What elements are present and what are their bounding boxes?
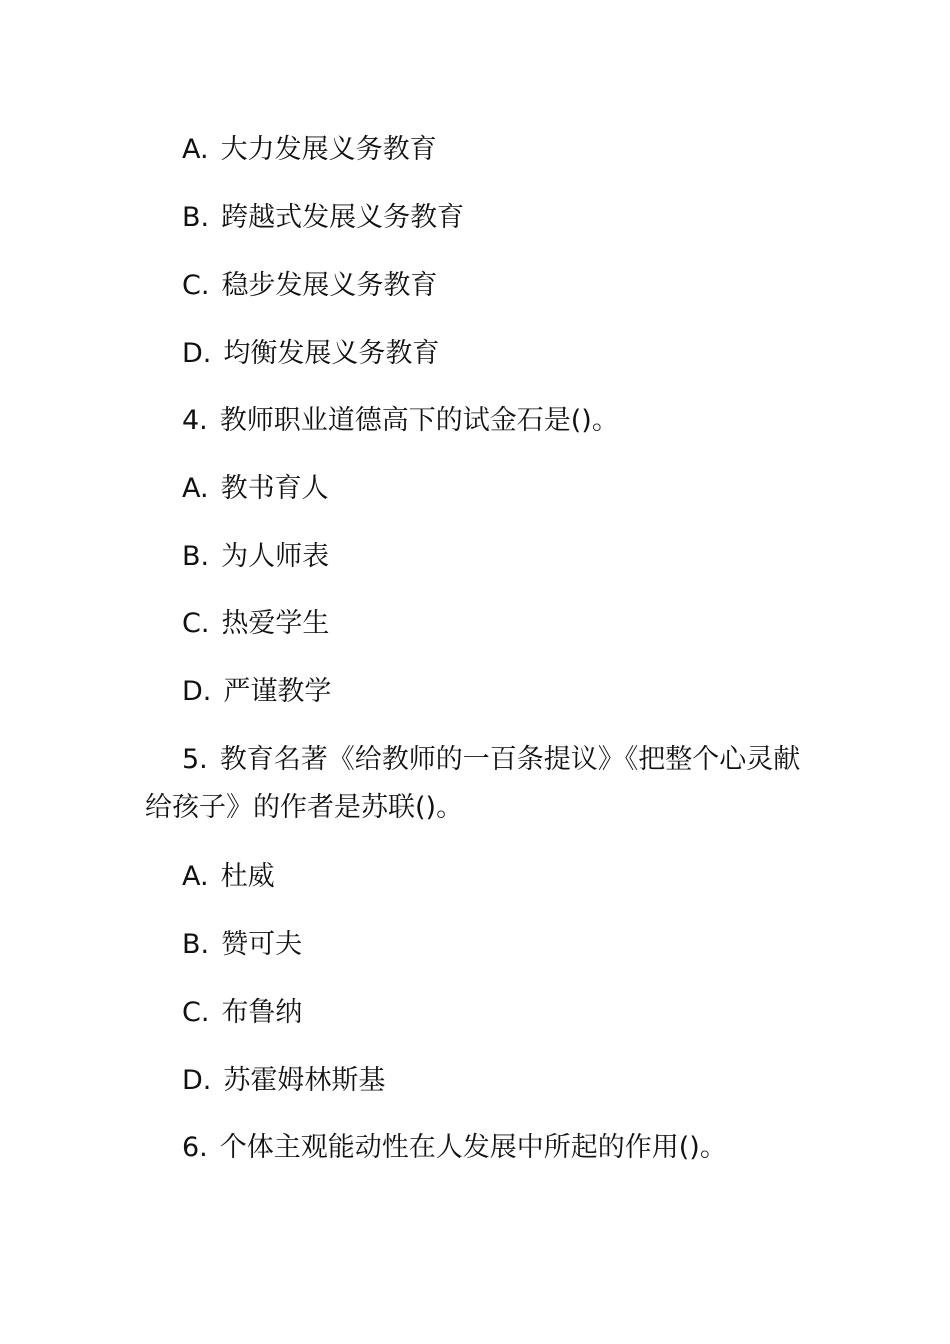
option-marker: C.	[182, 270, 210, 301]
option-text: 杜威	[220, 861, 275, 892]
question-number: 4.	[182, 405, 208, 436]
option-marker: D.	[182, 338, 212, 369]
q5-option-c	[182, 995, 302, 1031]
option-marker: B.	[182, 929, 210, 960]
option-marker: D.	[182, 676, 212, 707]
option-text: 教书育人	[220, 473, 329, 504]
question-number: 6.	[182, 1132, 208, 1163]
q4-option-b	[182, 539, 329, 575]
question-text: 个体主观能动性在人发展中所起的作用()。	[219, 1132, 727, 1163]
option-marker: C.	[182, 997, 210, 1028]
option-text: 大力发展义务教育	[220, 134, 437, 165]
q5-option-d	[182, 1063, 385, 1099]
option-text: 为人师表	[221, 541, 330, 572]
option-text: 赞可夫	[221, 929, 303, 960]
option-marker: B.	[182, 541, 210, 572]
option-text: 热爱学生	[221, 608, 330, 639]
question-number: 5.	[182, 744, 208, 775]
option-marker: B.	[182, 202, 210, 233]
q5-option-a	[182, 859, 275, 895]
q5-option-b	[182, 927, 302, 963]
option-marker: A.	[182, 473, 209, 504]
option-text: 苏霍姆林斯基	[223, 1065, 386, 1096]
option-text: 布鲁纳	[221, 997, 303, 1028]
q3-option-b	[182, 200, 464, 236]
question-text: 教育名著《给教师的一百条提议》《把整个心灵献给孩子》的作者是苏联()。	[145, 744, 801, 823]
q3-option-c	[182, 268, 437, 304]
option-marker: D.	[182, 1065, 212, 1096]
q4-option-a	[182, 471, 329, 507]
option-text: 稳步发展义务教育	[221, 270, 438, 301]
option-marker: A.	[182, 861, 209, 892]
q4-stem	[182, 403, 619, 439]
option-marker: C.	[182, 608, 210, 639]
q6-stem	[182, 1130, 727, 1166]
q3-option-d	[182, 336, 439, 372]
q4-option-d	[182, 674, 331, 710]
q3-option-a	[182, 132, 437, 168]
option-text: 跨越式发展义务教育	[221, 202, 465, 233]
q4-option-c	[182, 606, 329, 642]
q5-stem	[145, 736, 805, 832]
option-text: 均衡发展义务教育	[223, 338, 440, 369]
option-text: 严谨教学	[223, 676, 332, 707]
option-marker: A.	[182, 134, 209, 165]
question-text: 教师职业道德高下的试金石是()。	[219, 405, 619, 436]
